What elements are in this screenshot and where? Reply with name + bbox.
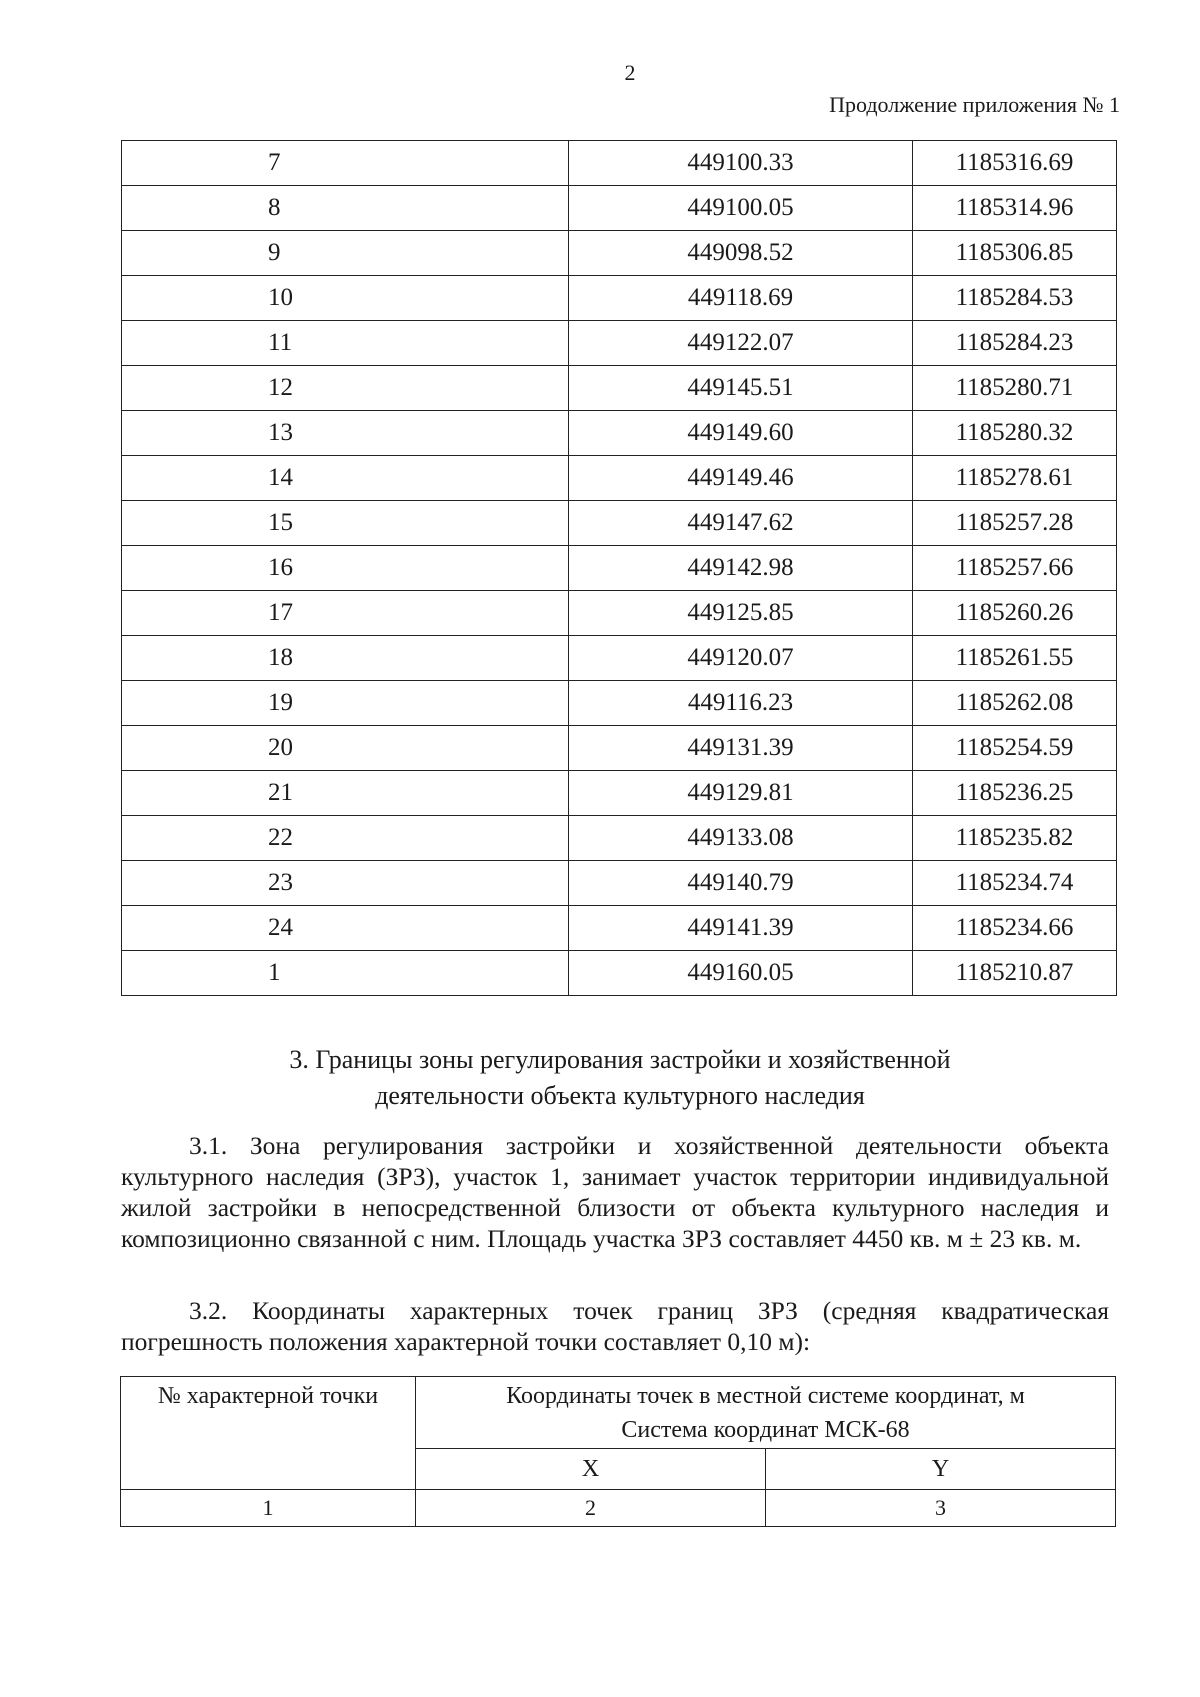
point-number-cell: 8 [122, 186, 569, 231]
table-row [122, 816, 1117, 861]
point-number-cell: 7 [122, 141, 569, 186]
table-row [122, 321, 1117, 366]
point-number-header: № характерной точки [121, 1377, 416, 1490]
column-index-1: 1 [121, 1490, 416, 1527]
x-coordinate-cell: 449149.60 [569, 411, 913, 456]
section-3-title [120, 1042, 1120, 1114]
point-number-cell: 11 [122, 321, 569, 366]
section-3-title-line-2: деятельности объекта культурного наследия [375, 1081, 865, 1110]
point-number-cell: 24 [122, 906, 569, 951]
table-row [122, 546, 1117, 591]
y-coordinate-cell: 1185254.59 [913, 726, 1117, 771]
table-row [122, 861, 1117, 906]
table-row [122, 726, 1117, 771]
table-row [122, 141, 1117, 186]
x-column-header: X [416, 1449, 766, 1490]
y-column-header: Y [766, 1449, 1116, 1490]
table-row [122, 231, 1117, 276]
coordinate-system-line-2: Система координат МСК-68 [621, 1416, 910, 1443]
x-coordinate-cell: 449140.79 [569, 861, 913, 906]
x-coordinate-cell: 449147.62 [569, 501, 913, 546]
point-number-cell: 17 [122, 591, 569, 636]
y-coordinate-cell: 1185306.85 [913, 231, 1117, 276]
table-row [122, 771, 1117, 816]
y-coordinate-cell: 1185261.55 [913, 636, 1117, 681]
y-coordinate-cell: 1185280.32 [913, 411, 1117, 456]
point-number-cell: 9 [122, 231, 569, 276]
point-number-cell: 22 [122, 816, 569, 861]
x-coordinate-cell: 449100.33 [569, 141, 913, 186]
y-coordinate-cell: 1185236.25 [913, 771, 1117, 816]
x-coordinate-cell: 449118.69 [569, 276, 913, 321]
paragraph-3-2: 3.2. Координаты характерных точек границ ЗРЗ (средняя квадратическая погрешность положения характерной точки составляет 0,10 м): [121, 1296, 1109, 1356]
point-number-cell: 13 [122, 411, 569, 456]
section-3-title-line-1: 3. Границы зоны регулирования застройки и хозяйственной [289, 1045, 951, 1074]
table-row [122, 681, 1117, 726]
x-coordinate-cell: 449122.07 [569, 321, 913, 366]
y-coordinate-cell: 1185234.74 [913, 861, 1117, 906]
paragraph-3-1: 3.1. Зона регулирования застройки и хозяйственной деятельности объекта культурного наследия (ЗРЗ), участок 1, занимает участок территории индивидуальной жилой застройки в непосредственной близости от объекта культурного наследия и композиционно связанной с ним. Площадь участка ЗРЗ составляет 4450 кв. м ± 23 кв. м. [121, 1131, 1109, 1253]
y-coordinate-cell: 1185280.71 [913, 366, 1117, 411]
y-coordinate-cell: 1185210.87 [913, 951, 1117, 996]
y-coordinate-cell: 1185284.23 [913, 321, 1117, 366]
point-number-cell: 1 [122, 951, 569, 996]
x-coordinate-cell: 449141.39 [569, 906, 913, 951]
coordinates-table-body [122, 141, 1117, 996]
table-row [122, 951, 1117, 996]
x-coordinate-cell: 449120.07 [569, 636, 913, 681]
x-coordinate-cell: 449125.85 [569, 591, 913, 636]
coordinate-system-line-1: Координаты точек в местной системе координат, м [506, 1382, 1025, 1409]
y-coordinate-cell: 1185234.66 [913, 906, 1117, 951]
column-index-2: 2 [416, 1490, 766, 1527]
y-coordinate-cell: 1185257.28 [913, 501, 1117, 546]
x-coordinate-cell: 449131.39 [569, 726, 913, 771]
y-coordinate-cell: 1185314.96 [913, 186, 1117, 231]
point-number-cell: 14 [122, 456, 569, 501]
point-number-cell: 16 [122, 546, 569, 591]
point-number-cell: 15 [122, 501, 569, 546]
column-index-3: 3 [766, 1490, 1116, 1527]
y-coordinate-cell: 1185316.69 [913, 141, 1117, 186]
point-number-cell: 18 [122, 636, 569, 681]
appendix-continuation-label: Продолжение приложения № 1 [829, 92, 1120, 117]
x-coordinate-cell: 449133.08 [569, 816, 913, 861]
point-number-cell: 19 [122, 681, 569, 726]
y-coordinate-cell: 1185257.66 [913, 546, 1117, 591]
x-coordinate-cell: 449142.98 [569, 546, 913, 591]
table-row [122, 906, 1117, 951]
y-coordinate-cell: 1185284.53 [913, 276, 1117, 321]
point-number-cell: 23 [122, 861, 569, 906]
table-row [122, 636, 1117, 681]
table-row [122, 366, 1117, 411]
table-row [122, 456, 1117, 501]
y-coordinate-cell: 1185278.61 [913, 456, 1117, 501]
table-row [122, 411, 1117, 456]
x-coordinate-cell: 449098.52 [569, 231, 913, 276]
table-row [122, 501, 1117, 546]
point-number-cell: 10 [122, 276, 569, 321]
y-coordinate-cell: 1185235.82 [913, 816, 1117, 861]
x-coordinate-cell: 449160.05 [569, 951, 913, 996]
table-row [122, 591, 1117, 636]
point-number-cell: 20 [122, 726, 569, 771]
x-coordinate-cell: 449116.23 [569, 681, 913, 726]
coordinates-table [121, 140, 1117, 996]
x-coordinate-cell: 449100.05 [569, 186, 913, 231]
y-coordinate-cell: 1185260.26 [913, 591, 1117, 636]
zrz-coordinates-header-table [120, 1376, 1116, 1527]
x-coordinate-cell: 449129.81 [569, 771, 913, 816]
point-number-cell: 12 [122, 366, 569, 411]
point-number-cell: 21 [122, 771, 569, 816]
x-coordinate-cell: 449149.46 [569, 456, 913, 501]
table-row [122, 186, 1117, 231]
coordinate-system-header [416, 1377, 1116, 1449]
y-coordinate-cell: 1185262.08 [913, 681, 1117, 726]
x-coordinate-cell: 449145.51 [569, 366, 913, 411]
table-row [122, 276, 1117, 321]
page-number: 2 [624, 60, 636, 85]
